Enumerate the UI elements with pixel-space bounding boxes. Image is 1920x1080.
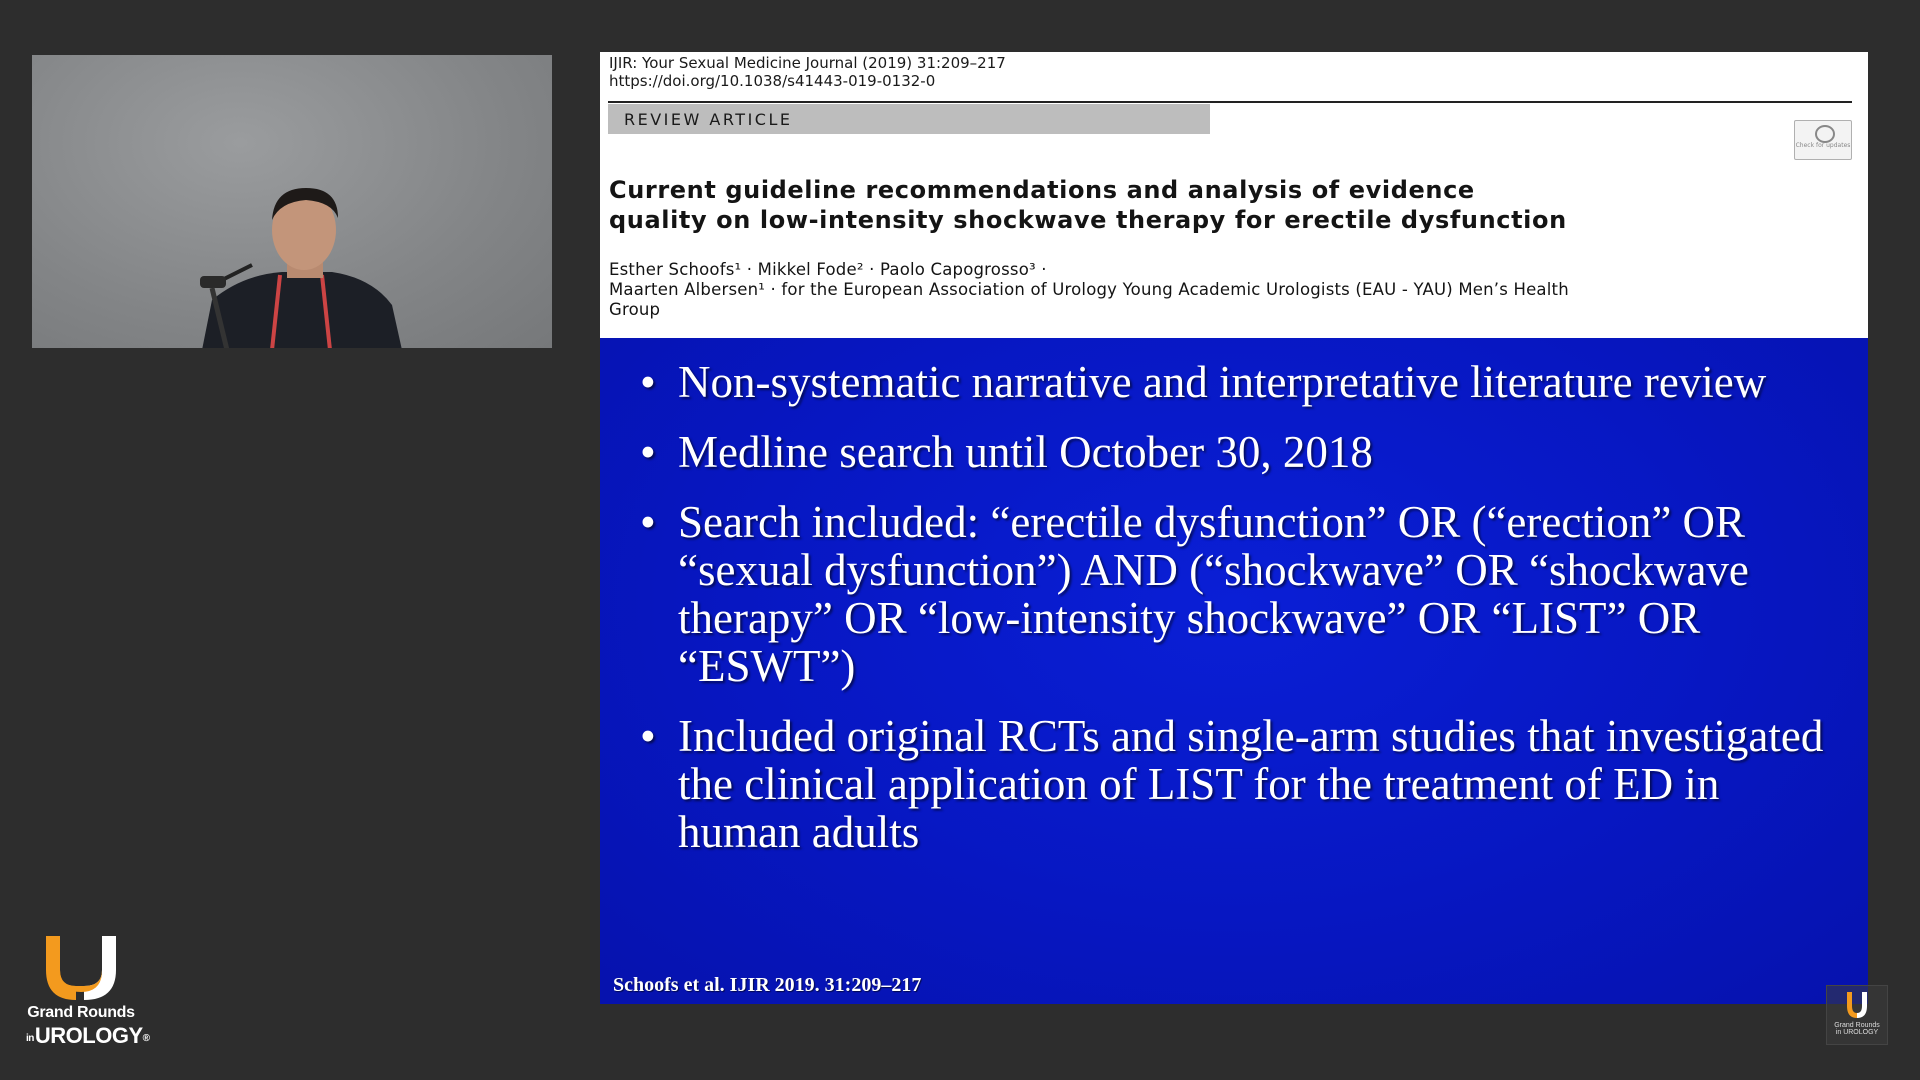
bullet-item [640, 428, 1850, 476]
bullet-item [640, 358, 1850, 406]
registered-mark: ® [142, 1033, 150, 1044]
watermark-logo [1826, 985, 1888, 1045]
grand-rounds-logo [26, 930, 150, 1055]
slide-body [600, 338, 1868, 1004]
section-label: REVIEW ARTICLE [624, 110, 793, 129]
speaker-figure [182, 180, 442, 348]
title-line-1: Current guideline recommendations and analysis of evidence [609, 176, 1475, 204]
logo-prefix: in [26, 1033, 34, 1044]
bullet-item [640, 498, 1850, 690]
watermark-line-2: in UROLOGY [1835, 1029, 1879, 1036]
authors-line-3: Group [609, 300, 661, 319]
bullet-dot: • [640, 711, 656, 761]
title-line-2: quality on low-intensity shockwave therapy for erectile dysfunction [609, 206, 1567, 234]
bullet-dot: • [640, 427, 656, 477]
authors-line-1: Esther Schoofs¹ · Mikkel Fode² · Paolo Capogrosso³ · [609, 260, 1047, 279]
journal-line: IJIR: Your Sexual Medicine Journal (2019) 31:209–217 [609, 54, 1006, 72]
logo-line-1: Grand Rounds [27, 1004, 135, 1021]
presentation-slide [600, 52, 1868, 1004]
paper-authors [609, 260, 1859, 320]
authors-line-2: Maarten Albersen¹ · for the European Association of Urology Young Academic Urologists (EAU - YAU) Men’s Health [609, 280, 1569, 299]
watermark-u-icon [1827, 988, 1887, 1022]
logo-word: UROLOGY [34, 1023, 143, 1048]
watermark-text [1827, 1022, 1887, 1036]
section-label-bar [608, 104, 1210, 134]
bullet-list [640, 358, 1850, 878]
bullet-dot: • [640, 497, 656, 547]
check-updates-icon [1815, 125, 1835, 143]
slide-reference: Schoofs et al. IJIR 2019. 31:209–217 [613, 974, 922, 996]
bullet-dot: • [640, 357, 656, 407]
speaker-video [32, 55, 552, 348]
bullet-text: Non-systematic narrative and interpretative literature review [678, 357, 1767, 407]
journal-citation [609, 54, 1006, 90]
check-for-updates-badge [1794, 120, 1852, 160]
paper-title [609, 175, 1759, 235]
header-rule [608, 101, 1852, 103]
bullet-text: Medline search until October 30, 2018 [678, 427, 1373, 477]
u-logo-icon [26, 930, 136, 1002]
logo-line-2 [26, 1023, 150, 1049]
bullet-text: Search included: “erectile dysfunction” OR (“erection” OR “sexual dysfunction”) AND (“shockwave” OR “shockwave therapy” OR “low-intensity shockwave” OR “LIST” OR “ESWT”) [678, 497, 1749, 691]
doi-line: https://doi.org/10.1038/s41443-019-0132-0 [609, 72, 936, 90]
check-badge-text: Check for updates [1795, 142, 1851, 149]
paper-header-image [600, 52, 1868, 338]
bullet-item [640, 712, 1850, 856]
watermark-line-1: Grand Rounds [1834, 1022, 1880, 1029]
bullet-text: Included original RCTs and single-arm studies that investigated the clinical application of LIST for the treatment of ED in human adults [678, 711, 1824, 857]
